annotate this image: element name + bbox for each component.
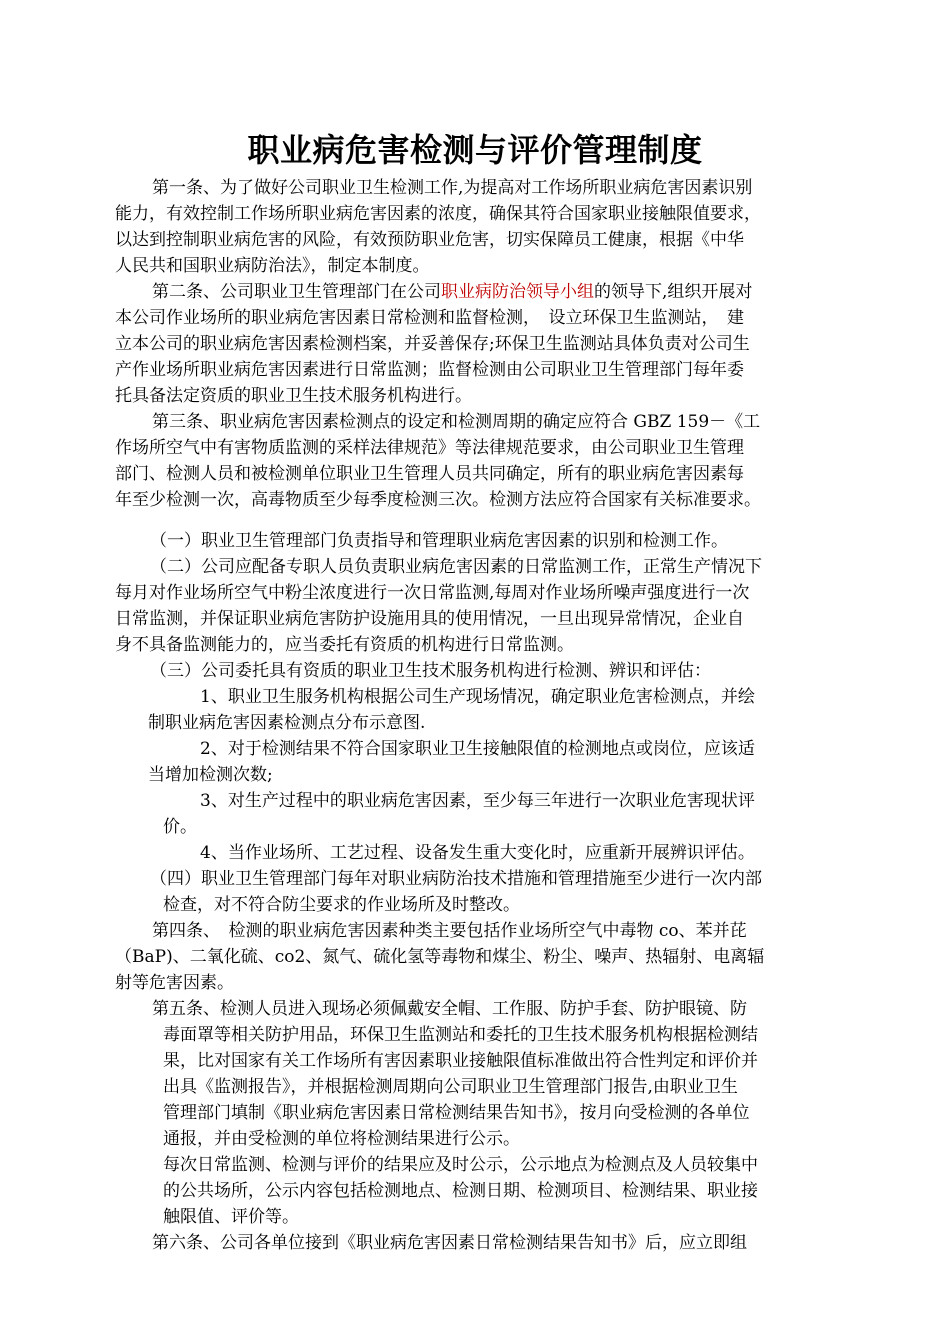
- text-line: 作场所空气中有害物质监测的采样法律规范》等法律规范要求，由公司职业卫生管理: [115, 438, 744, 458]
- text-line: （一）职业卫生管理部门负责指导和管理职业病危害因素的识别和检测工作。: [150, 531, 728, 551]
- text-line: 第四条、 检测的职业病危害因素种类主要包括作业场所空气中毒物 co、苯并芘: [152, 921, 747, 941]
- text-line: [152, 279, 752, 305]
- text-line: 部门、检测人员和被检测单位职业卫生管理人员共同确定，所有的职业病危害因素每: [115, 464, 744, 484]
- text-line: 托具备法定资质的职业卫生技术服务机构进行。: [115, 386, 472, 406]
- highlighted-term: 职业病防治领导小组: [441, 282, 594, 302]
- text-line: （BaP)、二氧化硫、co2、氮气、硫化氢等毒物和煤尘、粉尘、噪声、热辐射、电离辐: [115, 947, 765, 967]
- text-line: 射等危害因素。: [115, 973, 234, 993]
- text-line: 1、职业卫生服务机构根据公司生产现场情况，确定职业危害检测点，并绘: [200, 687, 755, 707]
- text-line: （二）公司应配备专职人员负责职业病危害因素的日常监测工作，正常生产情况下: [150, 557, 762, 577]
- text-line: 以达到控制职业病危害的风险，有效预防职业危害，切实保障员工健康，根据《中华: [115, 230, 744, 250]
- text-line: 果，比对国家有关工作场所有害因素职业接触限值标准做出符合性判定和评价并: [163, 1051, 758, 1071]
- text-line: 第一条、为了做好公司职业卫生检测工作,为提高对工作场所职业病危害因素识别: [152, 178, 753, 198]
- text-line: 3、对生产过程中的职业病危害因素，至少每三年进行一次职业危害现状评: [200, 791, 755, 811]
- text-line: 当增加检测次数;: [148, 765, 273, 785]
- text-line: 立本公司的职业病危害因素检测档案，并妥善保存;环保卫生监测站具体负责对公司生: [115, 334, 750, 354]
- text-line: 身不具备监测能力的，应当委托有资质的机构进行日常监测。: [115, 635, 574, 655]
- text-line: 价。: [163, 817, 197, 837]
- text-line: 管理部门填制《职业病危害因素日常检测结果告知书》，按月向受检测的各单位: [163, 1103, 750, 1123]
- text-line: 通报，并由受检测的单位将检测结果进行公示。: [163, 1129, 520, 1149]
- text-line: 第三条、职业病危害因素检测点的设定和检测周期的确定应符合 GBZ 159－《工: [152, 412, 761, 432]
- text-line: 触限值、评价等。: [163, 1207, 299, 1227]
- text-line: 能力，有效控制工作场所职业病危害因素的浓度，确保其符合国家职业接触限值要求，: [115, 204, 761, 224]
- text-segment: 的领导下,组织开展对: [594, 282, 753, 302]
- text-line: 日常监测，并保证职业病危害防护设施用具的使用情况，一旦出现异常情况，企业自: [115, 609, 744, 629]
- text-line: 每月对作业场所空气中粉尘浓度进行一次日常监测,每周对作业场所噪声强度进行一次: [115, 583, 750, 603]
- text-line: 第五条、检测人员进入现场必须佩戴安全帽、工作服、防护手套、防护眼镜、防: [152, 999, 747, 1019]
- text-line: （四）职业卫生管理部门每年对职业病防治技术措施和管理措施至少进行一次内部: [150, 869, 762, 889]
- text-segment: 第二条、公司职业卫生管理部门在公司: [152, 282, 441, 302]
- text-line: 人民共和国职业病防治法》，制定本制度。: [115, 256, 430, 276]
- text-line: 检查，对不符合防尘要求的作业场所及时整改。: [163, 895, 520, 915]
- text-line: 4、当作业场所、工艺过程、设备发生重大变化时，应重新开展辨识评估。: [200, 843, 755, 863]
- text-line: 产作业场所职业病危害因素进行日常监测；监督检测由公司职业卫生管理部门每年委: [115, 360, 744, 380]
- text-line: 2、对于检测结果不符合国家职业卫生接触限值的检测地点或岗位，应该适: [200, 739, 755, 759]
- text-line: 制职业病危害因素检测点分布示意图.: [148, 713, 426, 733]
- text-line: 每次日常监测、检测与评价的结果应及时公示，公示地点为检测点及人员较集中: [163, 1155, 758, 1175]
- document-title: 职业病危害检测与评价管理制度: [247, 131, 703, 169]
- text-line: 毒面罩等相关防护用品，环保卫生监测站和委托的卫生技术服务机构根据检测结: [163, 1025, 758, 1045]
- text-line: 年至少检测一次，高毒物质至少每季度检测三次。检测方法应符合国家有关标准要求。: [115, 490, 761, 510]
- text-line: 的公共场所，公示内容包括检测地点、检测日期、检测项目、检测结果、职业接: [163, 1181, 758, 1201]
- text-line: 第六条、公司各单位接到《职业病危害因素日常检测结果告知书》后，应立即组: [152, 1233, 747, 1253]
- text-line: 出具《监测报告》，并根据检测周期向公司职业卫生管理部门报告,由职业卫生: [163, 1077, 738, 1097]
- text-line: （三）公司委托具有资质的职业卫生技术服务机构进行检测、辨识和评估：: [150, 661, 711, 681]
- text-line: 本公司作业场所的职业病危害因素日常检测和监督检测， 设立环保卫生监测站， 建: [115, 308, 744, 328]
